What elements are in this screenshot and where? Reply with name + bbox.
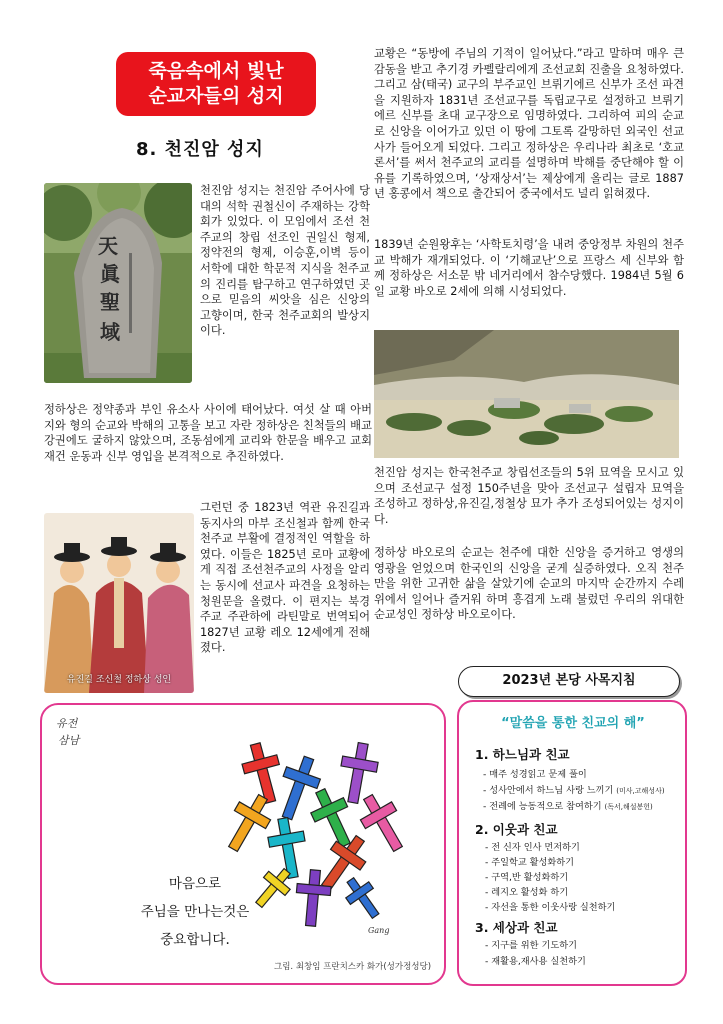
inscription-char-4: 域 xyxy=(100,320,120,344)
left-paragraph-1: 천진암 성지는 천진암 주어사에 당대의 석학 권철신이 주재하는 강학회가 있었다. 이 모임에서 조선 천주교의 창립 선조인 권일신 형제, 정약전의 형제, 이승훈,이벽 등이 서학에 대한 학문적 지식을 천주교의 진리를 탐구하고 연구하였던 곳으로 믿음의 씨앗을 심은 신앙의 고향이며, 한국 천주교회의 발상지이다. xyxy=(200,184,370,338)
list-item xyxy=(483,782,665,796)
group-title-neighbor: 2. 이웃과 친교 xyxy=(475,822,558,837)
list-item-note: (미사,고해성사) xyxy=(616,787,665,795)
inscription-char-1: 天 xyxy=(98,234,118,258)
year-theme: “말씀을 통한 친교의 해” xyxy=(501,716,645,731)
list-item: - 매주 성경읽고 문제 풀이 xyxy=(483,769,587,780)
svg-text:삼남: 삼남 xyxy=(58,734,80,747)
list-item-text: - 전례에 능동적으로 참여하기 xyxy=(483,801,602,812)
list-item: - 지구를 위한 기도하기 xyxy=(485,940,577,951)
heart-of-crosses-artwork xyxy=(218,728,408,938)
left-paragraph-3: 그런던 중 1823년 역관 유진길과 동지사의 마부 조신철과 함께 한국천주교 부활에 결정적인 역할을 하였다. 이들은 1825년 로마 교황에게 직접 조선천주교의 사정을 알리는 동시에 선교사 파견을 요청하는 청원문을 올렸다. 이 편지는 북경주교 주관하에 라틴말로 번역되어 1827년 교황 레오 12세에게 전해졌다. xyxy=(200,501,370,655)
motto-line-3: 중요합니다. xyxy=(160,932,230,948)
svg-text:유전: 유전 xyxy=(56,717,78,730)
list-item: - 재활용,재사용 실천하기 xyxy=(485,956,586,967)
list-item: - 주일학교 활성화하기 xyxy=(485,857,575,868)
pastoral-guidelines-title: 2023년 본당 사목지침 xyxy=(458,666,680,697)
banner-line-1: 죽음속에서 빛난 xyxy=(148,60,284,82)
list-item: - 자선을 통한 이웃사랑 실천하기 xyxy=(485,902,616,913)
stone-monument-photo xyxy=(44,183,192,383)
list-item: - 레지오 활성화 하기 xyxy=(485,887,569,898)
list-item: - 전 신자 인사 먼저하기 xyxy=(485,842,580,853)
section-title: 8. 천진암 성지 xyxy=(136,139,264,160)
group-title-god: 1. 하느님과 친교 xyxy=(475,747,570,762)
title-banner xyxy=(116,52,316,116)
inscription-char-3: 聖 xyxy=(100,290,120,314)
right-paragraph-4: 정하상 바오로의 순교는 천주에 대한 신앙을 증거하고 영생의 영광을 얻었으며 한국인의 신앙을 굳게 실증하였다. 오직 천주만을 위한 고귀한 삶을 살았기에 순교의 마지막 순간까지 수레 위에서 일어나 즐거워 하며 흥겹게 노래 불렀던 우리의 위대한 순교성인 정하상 바오로이다. xyxy=(374,546,684,622)
list-item xyxy=(483,798,653,812)
banner-line-2: 순교자들의 성지 xyxy=(148,85,284,107)
list-item-note: (독서,해설봉헌) xyxy=(604,803,653,811)
left-paragraph-2: 정하상은 정약종과 부인 유소사 사이에 태어났다. 여섯 살 때 아버지와 형의 순교와 박해의 고통을 보고 자란 정하상은 친척들의 배교 강권에도 굴하지 않았으며, 조동섬에게 교리와 한문을 배우고 교회 재건 운동과 신부 영입을 본격적으로 추진하였다. xyxy=(44,403,372,463)
saints-caption: 유진길 조신철 정하상 성인 xyxy=(66,675,172,685)
motto-line-2: 주님을 만나는것은 xyxy=(140,904,250,920)
inscription-char-2: 眞 xyxy=(100,262,120,286)
tomb-site-photo xyxy=(374,330,679,458)
list-item: - 구역,반 활성화하기 xyxy=(485,872,569,883)
motto-line-1: 마음으로 xyxy=(168,876,222,892)
artwork-credit: 그림. 최창임 프란치스카 화가(성가정성당) xyxy=(274,962,432,972)
artist-signature: Gang xyxy=(368,926,390,935)
right-paragraph-2: 1839년 순원왕후는 ‘사학토치령’을 내려 중앙정부 차원의 천주교 박해가 재개되었다. 이 ‘기해교난’으로 프랑스 세 신부와 함께 정하상은 서소문 밖 네거리에서 참수당했다. 1984년 5월 6일 교황 바오로 2세에 의해 시성되었다. xyxy=(374,238,684,298)
parish-logo xyxy=(54,712,84,752)
right-paragraph-1: 교황은 “동방에 주님의 기적이 일어났다.”라고 말하며 매우 큰 감동을 받고 추기경 카펠랄리에게 조선교회 진출을 요청하였다. 그리고 삼(태국) 교구의 부주교인 브뤼기에르 신부가 조선 파견을 지원하자 1831년 조선교구를 독립교구로 설정하고 브뤼기에르 신부를 초대 교구장으로 임명하였다. 그리하여 피의 순교로 신앙을 이어가고 있던 이 땅에 그토록 갈망하던 외국인 선교사가 들어오게 되었다. 그리고 정하상은 우리나라 최초로 ‘호교론서’를 써서 천주교의 교리를 설명하며 박해를 중단해야 할 이유를 기록하였으며, ‘상재상서’는 제상에게 올리는 글로 1887년 홍콩에서 책으로 출간되어 중국에서도 널리 읽혀졌다. xyxy=(374,47,684,201)
group-title-world: 3. 세상과 친교 xyxy=(475,920,558,935)
right-paragraph-3: 천진암 성지는 한국천주교 창립선조들의 5위 묘역을 모시고 있으며 조선교구 설정 150주년을 맞아 조선교구 설립자 묘역을 조성하고 정하상,유진길,정철상 묘가 추가 조성되어있는 성지이다. xyxy=(374,466,684,526)
saints-painting xyxy=(44,513,194,693)
list-item-text: - 성사안에서 하느님 사랑 느끼기 xyxy=(483,785,614,796)
